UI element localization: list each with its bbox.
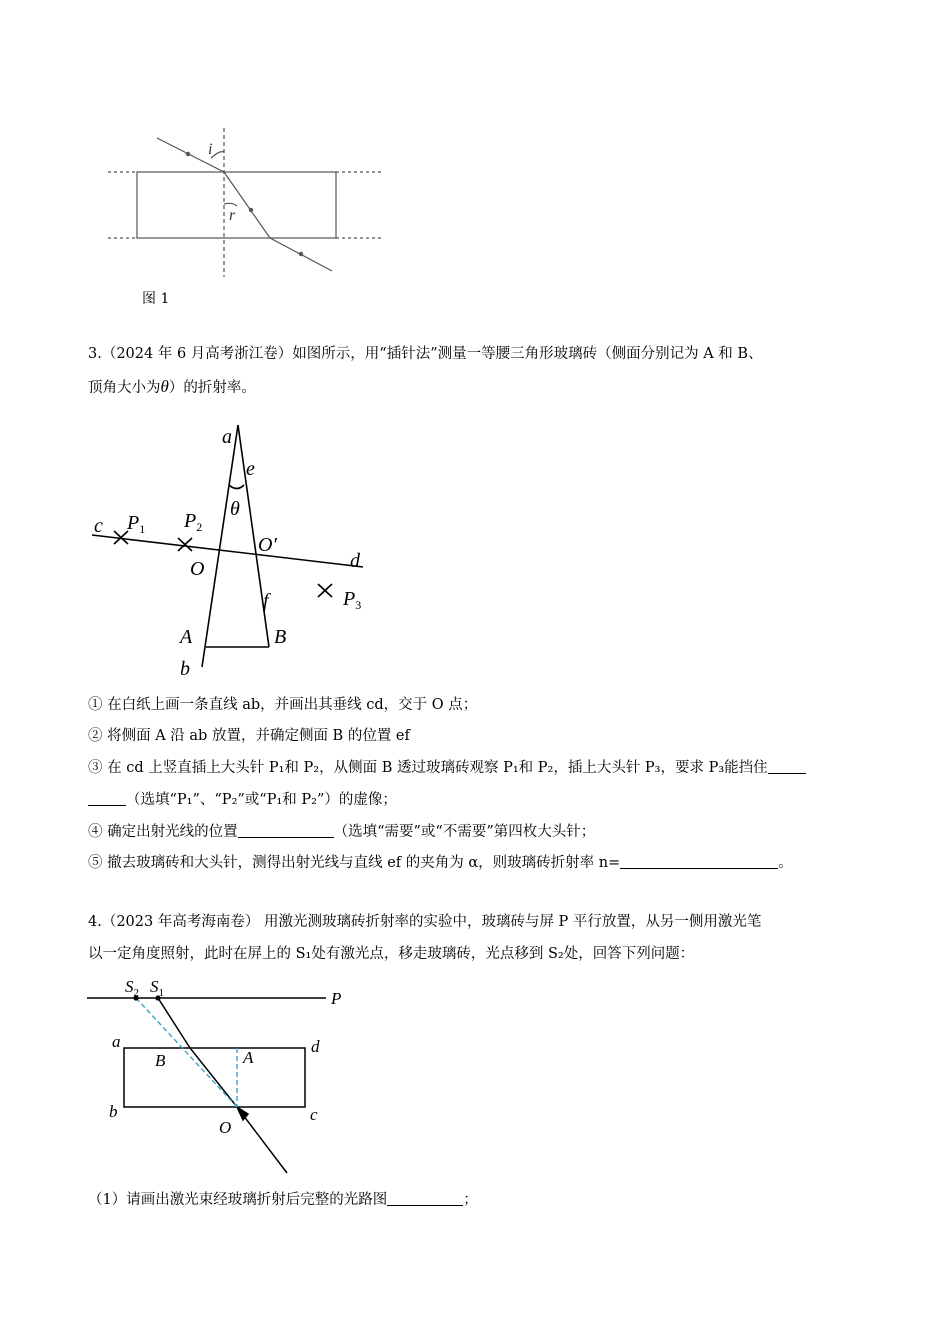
q3-step3-cont-text: （选填“P₁”、“P₂”或“P₁和 P₂”）的虚像； <box>126 792 397 808</box>
q3-line1: 3.（2024 年 6 月高考浙江卷）如图所示，用“插针法”测量一等腰三角形玻璃砖（侧面分别记为 A 和 B、 <box>88 346 763 362</box>
label-A: A <box>243 1048 254 1067</box>
line-ab <box>202 425 238 667</box>
label-o-prime: O′ <box>258 534 277 556</box>
label-b: b <box>109 1102 118 1121</box>
q3-step5-text: ⑤ 撤去玻璃砖和大头针，测得出射光线与直线 ef 的夹角为 α，则玻璃砖折射率 n= <box>88 855 621 871</box>
label-r: r <box>229 207 236 224</box>
label-p2: $P_2$ <box>184 510 203 534</box>
label-p3: $P_3$ <box>343 588 362 612</box>
answer-blank-q4-1[interactable] <box>387 1191 463 1206</box>
q3-line2-b: ）的折射率。 <box>168 380 256 396</box>
q3-theta: θ <box>160 377 169 396</box>
figure-1-caption: 图 1 <box>142 291 170 307</box>
label-B: B <box>274 626 287 648</box>
label-i: i <box>208 141 213 158</box>
q3-line2 <box>88 377 256 398</box>
label-O: O <box>219 1118 232 1137</box>
answer-blank-5[interactable] <box>620 854 778 869</box>
q4-line2: 以一定角度照射，此时在屏上的 S₁处有激光点，移走玻璃砖，光点移到 S₂处，回答下列问题： <box>88 946 695 962</box>
label-s2: $S_2$ <box>125 977 139 999</box>
q3-step4 <box>88 822 595 842</box>
label-p1: $P_1$ <box>127 512 146 536</box>
refracted-path <box>158 998 237 1107</box>
label-c: c <box>94 515 103 537</box>
q3-step3-cont <box>88 790 397 810</box>
label-A: A <box>180 626 193 648</box>
answer-blank-3b[interactable] <box>88 791 126 806</box>
q3-step3-text: ③ 在 cd 上竖直插上大头针 P₁和 P₂，从侧面 B 透过玻璃砖观察 P₁和 P₂，插上大头针 P₃，要求 P₃能挡住 <box>88 760 768 776</box>
label-s1: $S_1$ <box>150 977 164 999</box>
label-o: O <box>190 558 205 580</box>
q4-sub1-end: ； <box>463 1192 478 1208</box>
label-b: b <box>180 658 190 680</box>
q3-step5-end: 。 <box>778 855 793 871</box>
dashed-path-s2 <box>136 998 237 1107</box>
q3-step1: ① 在白纸上画一条直线 ab，并画出其垂线 cd，交于 O 点； <box>88 697 478 713</box>
answer-blank-4[interactable] <box>238 823 334 838</box>
q4-line1: 4.（2023 年高考海南卷） 用激光测玻璃砖折射率的实验中，玻璃砖与屏 P 平行放置，从另一侧用激光笔 <box>88 914 762 930</box>
q3-step4-text2: （选填“需要”或“不需要”第四枚大头针； <box>333 824 596 840</box>
label-c: c <box>310 1105 318 1124</box>
q3-step4-text: ④ 确定出射光线的位置 <box>88 824 238 840</box>
figure-q4-laser-diagram <box>85 968 355 1178</box>
q3-line2-a: 顶角大小为 <box>88 380 161 396</box>
glass-block <box>124 1048 305 1107</box>
label-theta: θ <box>230 498 240 520</box>
label-d: d <box>350 550 360 572</box>
figure-1-refraction-diagram <box>100 120 400 285</box>
label-B: B <box>155 1051 166 1070</box>
q4-sub1 <box>88 1190 478 1210</box>
line-cd <box>92 535 363 567</box>
q3-step5 <box>88 853 793 873</box>
label-a: a <box>222 426 232 448</box>
q3-step2: ② 将侧面 A 沿 ab 放置，并确定侧面 B 的位置 ef <box>88 728 410 744</box>
label-d: d <box>311 1037 320 1056</box>
label-p: P <box>331 989 342 1008</box>
q3-step3 <box>88 758 806 778</box>
label-f: f <box>263 590 269 612</box>
q4-sub1-text: （1）请画出激光束经玻璃折射后完整的光路图 <box>88 1192 388 1208</box>
label-e: e <box>246 458 255 480</box>
figure-q3-prism-diagram <box>80 415 390 685</box>
refracted-ray <box>224 172 270 238</box>
answer-blank-3a[interactable] <box>768 759 806 774</box>
label-a: a <box>112 1032 121 1051</box>
